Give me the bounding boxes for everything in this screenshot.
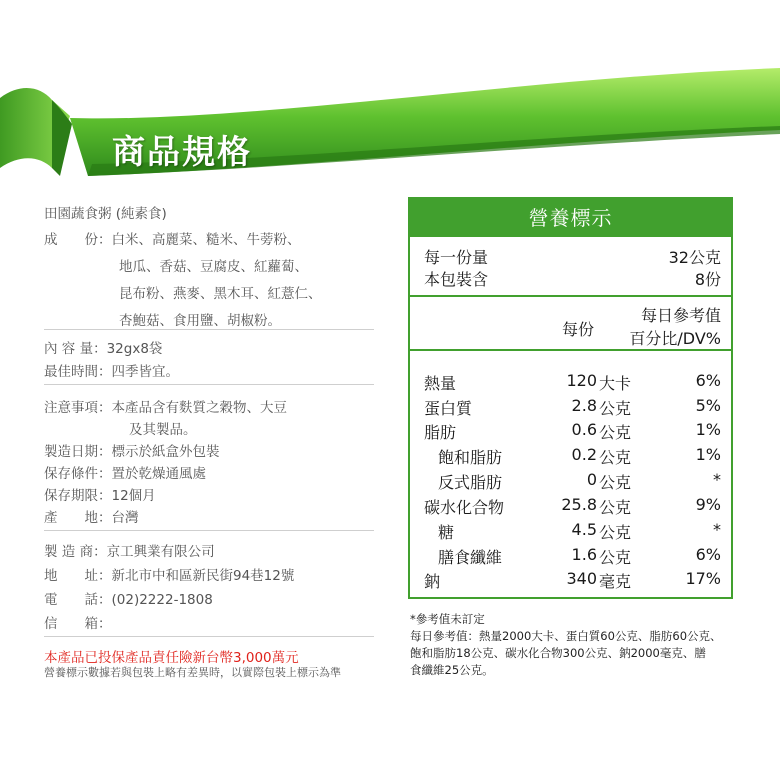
ingredients-line: 昆布粉、燕麥、黑木耳、紅薏仁、 [119, 286, 322, 302]
mailbox-label: 信 箱： [44, 616, 112, 632]
nutrient-name: 碳水化合物 [424, 498, 505, 517]
nutrient-unit: 公克 [599, 423, 632, 442]
insurance-notice: 本產品已投保產品責任險新台幣3,000萬元 [44, 650, 299, 666]
nutrient-unit: 公克 [599, 523, 632, 542]
ingredients-row [44, 228, 301, 248]
shelf-life-value: 12個月 [111, 488, 156, 504]
content-row [44, 337, 162, 357]
nutrient-amount: 0.2 [571, 445, 597, 464]
divider [44, 384, 374, 385]
maker-value: 京工興業有限公司 [106, 544, 215, 560]
storage-row [44, 462, 206, 482]
notice-row [44, 396, 287, 416]
storage-label: 保存條件： [44, 466, 112, 482]
address-value: 新北市中和區新民街94巷12號 [111, 568, 295, 584]
nutrient-name: 飽和脂肪 [438, 448, 503, 467]
nutrient-name: 蛋白質 [424, 399, 473, 418]
divider [44, 329, 374, 330]
phone-label: 電 話： [44, 592, 112, 608]
nutrient-dv: * [713, 470, 721, 489]
mfg-date-row [44, 440, 220, 460]
nutrition-title: 營養標示 [410, 199, 731, 237]
ingredients-label: 成 份： [44, 232, 112, 248]
shelf-life-label: 保存期限： [44, 488, 112, 504]
address-row [44, 564, 294, 584]
nutrient-unit: 公克 [599, 473, 632, 492]
panel-divider [410, 349, 731, 351]
nutrient-amount: 4.5 [571, 520, 597, 539]
nutrient-dv: 1% [695, 445, 721, 464]
nutrient-unit: 公克 [599, 498, 632, 517]
storage-value: 置於乾燥通風處 [111, 466, 206, 482]
content-value: 32gx8袋 [106, 341, 163, 357]
nutrient-name: 脂肪 [424, 423, 457, 442]
footnote-line: 每日參考值：熱量2000大卡、蛋白質60公克、脂肪60公克、 [410, 629, 722, 643]
notice-line: 及其製品。 [129, 422, 197, 438]
footnote-line: 飽和脂肪18公克、碳水化合物300公克、鈉2000毫克、膳 [410, 646, 706, 660]
nutrient-amount: 2.8 [571, 396, 597, 415]
serving-size-label: 每一份量 [424, 248, 489, 267]
nutrient-unit: 大卡 [599, 374, 632, 393]
nutrient-dv: * [713, 520, 721, 539]
nutrient-dv: 6% [695, 371, 721, 390]
best-time-label: 最佳時間： [44, 364, 112, 380]
nutrient-dv: 1% [695, 420, 721, 439]
notice-label: 注意事項： [44, 400, 112, 416]
nutrient-dv: 17% [685, 569, 721, 588]
nutrient-amount: 120 [566, 371, 597, 390]
daily-value-header-unit: 百分比/DV% [629, 329, 721, 348]
nutrient-amount: 25.8 [561, 495, 597, 514]
nutrition-panel [408, 197, 733, 599]
phone-row [44, 588, 213, 608]
divider [44, 636, 374, 637]
page-title: 商品規格 [112, 132, 252, 171]
nutrient-dv: 5% [695, 396, 721, 415]
nutrient-amount: 340 [566, 569, 597, 588]
disclaimer-text: 營養標示數據若與包裝上略有差異時，以實際包裝上標示為準 [44, 666, 341, 679]
footnote-line: 食纖維25公克。 [410, 663, 494, 677]
mfg-date-label: 製造日期： [44, 444, 112, 460]
origin-row [44, 506, 139, 526]
nutrient-unit: 公克 [599, 548, 632, 567]
nutrient-dv: 6% [695, 545, 721, 564]
nutrient-unit: 公克 [599, 448, 632, 467]
serving-size-value: 32公克 [668, 248, 721, 267]
content-label: 內 容 量： [44, 341, 107, 357]
nutrient-unit: 毫克 [599, 572, 632, 591]
maker-label: 製 造 商： [44, 544, 107, 560]
servings-per-pack-label: 本包裝含 [424, 270, 489, 289]
ingredients-line: 地瓜、香菇、豆腐皮、紅蘿蔔、 [119, 259, 308, 275]
mailbox-row [44, 612, 112, 632]
mfg-date-value: 標示於紙盒外包裝 [111, 444, 220, 460]
origin-value: 台灣 [111, 510, 139, 526]
nutrient-name: 鈉 [424, 572, 441, 591]
phone-value: (02)2222-1808 [111, 592, 213, 608]
divider [44, 530, 374, 531]
product-name: 田園蔬食粥 (純素食) [44, 206, 167, 222]
nutrient-amount: 0.6 [571, 420, 597, 439]
address-label: 地 址： [44, 568, 112, 584]
nutrient-name: 反式脂肪 [438, 473, 503, 492]
footnote-line: *參考值未訂定 [410, 612, 485, 626]
nutrient-name: 糖 [438, 523, 455, 542]
shelf-life-row [44, 484, 156, 504]
nutrient-amount: 1.6 [571, 545, 597, 564]
servings-per-pack-value: 8份 [694, 270, 721, 289]
ingredients-line: 白米、高麗菜、糙米、牛蒡粉、 [111, 232, 301, 248]
per-serving-header: 每份 [562, 320, 595, 339]
daily-value-header: 每日參考值 [640, 306, 721, 325]
nutrient-name: 膳食纖維 [438, 548, 503, 567]
ingredients-line: 杏鮑菇、食用鹽、胡椒粉。 [119, 313, 281, 329]
panel-divider [410, 295, 731, 297]
nutrient-unit: 公克 [599, 399, 632, 418]
nutrient-name: 熱量 [424, 374, 457, 393]
origin-label: 產 地： [44, 510, 112, 526]
maker-row [44, 540, 215, 560]
best-time-value: 四季皆宜。 [111, 364, 179, 380]
notice-line: 本產品含有麩質之穀物、大豆 [111, 400, 287, 416]
nutrient-amount: 0 [586, 470, 597, 489]
best-time-row [44, 360, 179, 380]
nutrient-dv: 9% [695, 495, 721, 514]
